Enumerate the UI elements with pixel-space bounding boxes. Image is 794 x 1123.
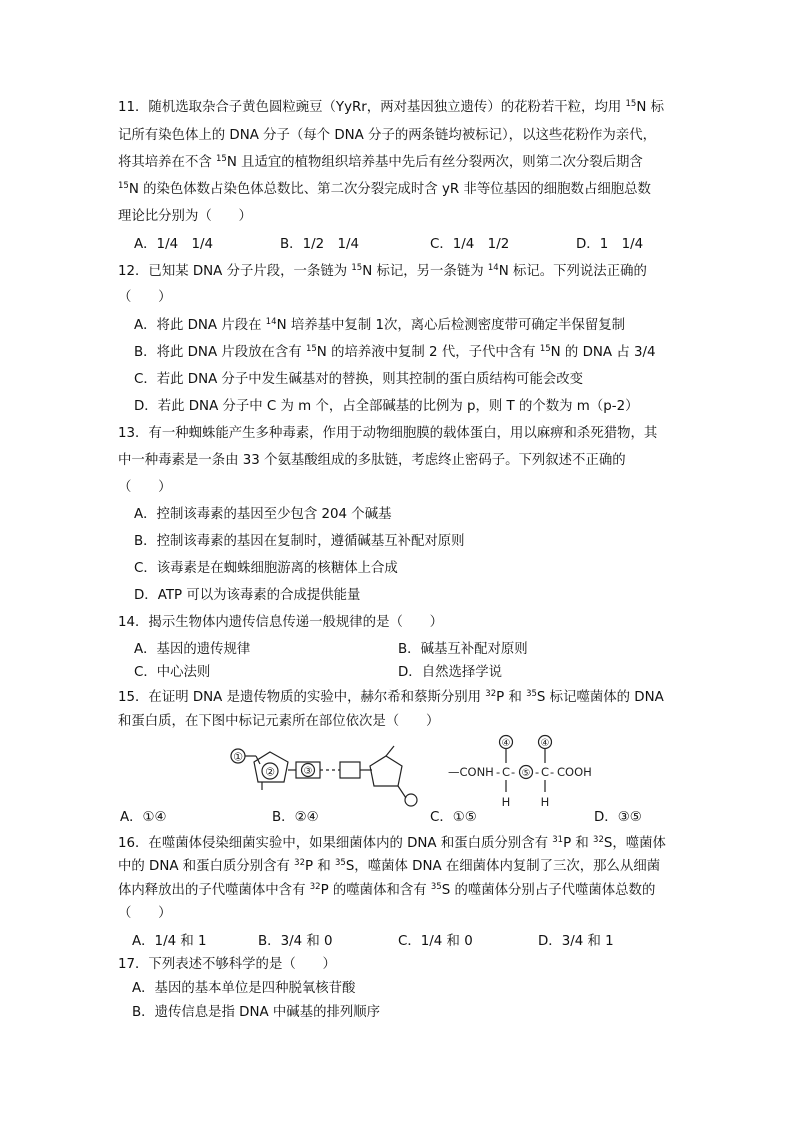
- q11-option-d: D．1 1/4: [576, 237, 644, 252]
- q16-option-c: C．1/4 和 0: [398, 934, 473, 949]
- label-4a: ④: [501, 738, 511, 749]
- q16-option-a: A．1/4 和 1: [132, 934, 207, 949]
- q12-option-d: D．若此 DNA 分子中 C 为 m 个，占全部碱基的比例为 p，则 T 的个数为 m（p-2）: [134, 399, 639, 414]
- q11-line-2: 记所有染色体上的 DNA 分子（每个 DNA 分子的两条链均被标记），以这些花粉作为亲代，: [118, 128, 656, 143]
- svg-text:-: -: [535, 765, 540, 779]
- q12-option-b: B．将此 DNA 片段放在含有 $^{15}$N 的培养液中复制 2 代，子代中含有 $^{15}$N 的 DNA 占 3/4: [134, 344, 656, 360]
- q15-line-1: 15．在证明 DNA 是遗传物质的实验中，赫尔希和蔡斯分别用 $^{32}$P 和 $^{35}$S 标记噬菌体的 DNA: [118, 689, 664, 705]
- q17-option-b: B．遗传信息是指 DNA 中碱基的排列顺序: [132, 1005, 381, 1020]
- second-phosphate-circle: [405, 794, 417, 806]
- q13-line-3: （ ）: [118, 480, 172, 495]
- q15-line-2: 和蛋白质，在下图中标记元素所在部位依次是（ ）: [118, 714, 440, 729]
- q14-option-d: D．自然选择学说: [398, 665, 503, 680]
- q15-option-c: C．①⑤: [430, 810, 477, 825]
- q16-option-b: B．3/4 和 0: [258, 934, 333, 949]
- svg-text:-: -: [496, 765, 501, 779]
- svg-text:-: -: [550, 765, 555, 779]
- q14-option-b: B．碱基互补配对原则: [398, 642, 528, 657]
- q13-option-b: B．控制该毒素的基因在复制时，遵循碱基互补配对原则: [134, 534, 465, 549]
- q12-line-1: 12．已知某 DNA 分子片段，一条链为 $^{15}$N 标记，另一条链为 $^{14}$N 标记。下列说法正确的: [118, 263, 647, 279]
- q13-option-a: A．控制该毒素的基因至少包含 204 个碱基: [134, 507, 392, 522]
- q17-line-1: 17．下列表述不够科学的是（ ）: [118, 957, 336, 972]
- carbon-2: C: [541, 765, 550, 779]
- label-2: ②: [265, 765, 275, 779]
- q12-option-c: C．若此 DNA 分子中发生碱基对的替换，则其控制的蛋白质结构可能会改变: [134, 372, 584, 387]
- q16-line-1: 16．在噬菌体侵染细菌实验中，如果细菌体内的 DNA 和蛋白质分别含有 $^{31}$P 和 $^{32}$S，噬菌体: [118, 835, 666, 851]
- q16-option-d: D．3/4 和 1: [538, 934, 614, 949]
- label-3: ③: [303, 766, 313, 777]
- q15-option-b: B．②④: [272, 810, 319, 825]
- q11-line-1: 11．随机选取杂合子黄色圆粒豌豆（YyRr，两对基因独立遗传）的花粉若干粒，均用 $^{15}$N 标: [118, 99, 664, 115]
- q13-line-1: 13．有一种蜘蛛能产生多种毒素，作用于动物细胞膜的载体蛋白，用以麻痹和杀死猎物，其: [118, 426, 658, 441]
- svg-text:-: -: [511, 765, 516, 779]
- q12-line-2: （ ）: [118, 290, 172, 305]
- q15-option-a: A．①④: [120, 810, 167, 825]
- label-1: ①: [233, 750, 243, 764]
- q11-option-c: C．1/4 1/2: [430, 237, 510, 252]
- label-4b: ④: [540, 738, 550, 749]
- q16-line-2: 中的 DNA 和蛋白质分别含有 $^{32}$P 和 $^{35}$S，噬菌体 DNA 在细菌体内复制了三次，那么从细菌: [118, 858, 661, 874]
- q12-option-a: A．将此 DNA 片段在 $^{14}$N 培养基中复制 1次，离心后检测密度带可确定半保留复制: [134, 317, 626, 333]
- q11-line-5: 理论比分别为（ ）: [118, 209, 252, 224]
- q11-line-3: 将其培养在不含 $^{15}$N 且适宜的植物组织培养基中先后有丝分裂两次，则第二次分裂后期含: [118, 154, 643, 170]
- q16-line-4: （ ）: [118, 906, 172, 921]
- q15-option-d: D．③⑤: [594, 810, 642, 825]
- q13-line-2: 中一种毒素是一条由 33 个氨基酸组成的多肽链，考虑终止密码子。下列叙述不正确的: [118, 453, 626, 468]
- label-5: ⑤: [521, 768, 531, 779]
- q11-option-a: A．1/4 1/4: [134, 237, 214, 252]
- q11-option-b: B．1/2 1/4: [280, 237, 360, 252]
- carbon-1: C: [502, 765, 511, 779]
- hydrogen-2: H: [540, 795, 550, 809]
- q14-option-c: C．中心法则: [134, 665, 211, 680]
- q17-option-a: A．基因的基本单位是四种脱氧核苷酸: [132, 981, 356, 996]
- second-pentose-shape: [370, 756, 402, 786]
- hydrogen-1: H: [501, 795, 511, 809]
- q16-line-3: 体内释放出的子代噬菌体中含有 $^{32}$P 的噬菌体和含有 $^{35}$S 的噬菌体分别占子代噬菌体总数的: [118, 882, 656, 898]
- q14-line-1: 14．揭示生物体内遗传信息传递一般规律的是（ ）: [118, 615, 444, 630]
- q13-option-c: C．该毒素是在蜘蛛细胞游离的核糖体上合成: [134, 561, 398, 576]
- carboxyl-label: COOH: [557, 765, 592, 779]
- chain-left-label: —CONH: [448, 765, 494, 779]
- q11-line-4: $^{15}$N 的染色体数占染色体总数比、第二次分裂完成时含 yR 非等位基因的细胞数占细胞总数: [118, 181, 651, 197]
- q13-option-d: D．ATP 可以为该毒素的合成提供能量: [134, 588, 361, 603]
- q14-option-a: A．基因的遗传规律: [134, 642, 251, 657]
- paired-base-rect: [340, 762, 360, 778]
